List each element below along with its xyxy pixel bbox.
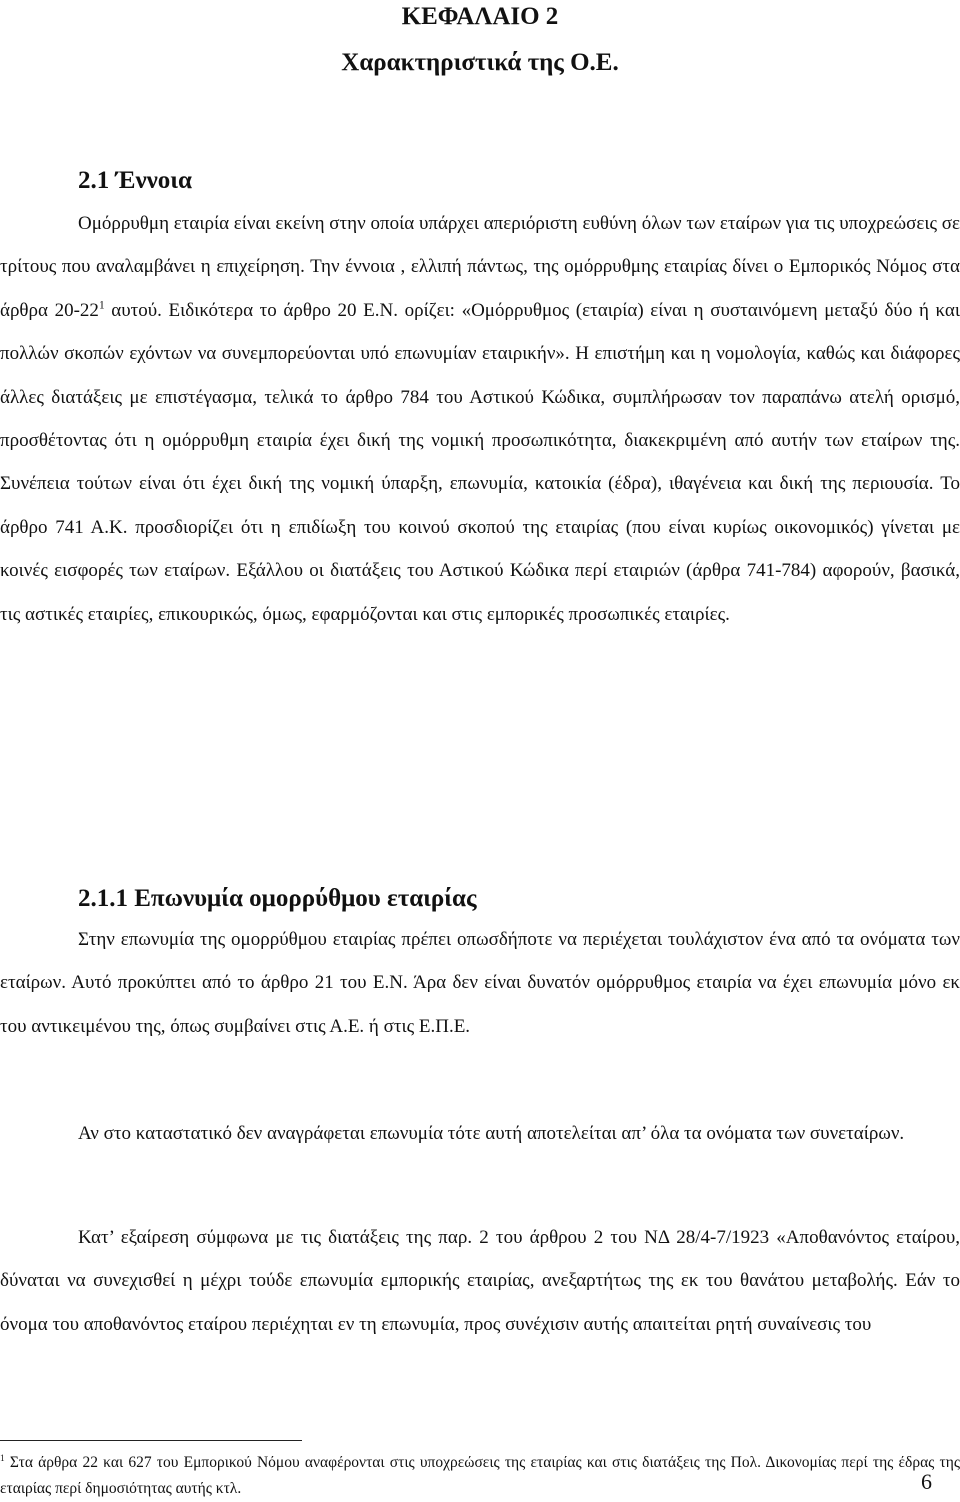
footnote-reference[interactable]: 1	[98, 299, 105, 312]
chapter-title: ΚΕΦΑΛΑΙΟ 2	[401, 3, 559, 30]
footnote-marker: 1	[0, 1453, 5, 1464]
section-heading-2-1: 2.1 Έννοια	[78, 167, 193, 194]
paragraph-definition	[0, 202, 960, 636]
footnote-divider	[0, 1440, 302, 1441]
footnote	[0, 1450, 960, 1502]
paragraph-exception: Κατ’ εξαίρεση σύμφωνα με τις διατάξεις της παρ. 2 του άρθρου 2 του ΝΔ 28/4-7/1923 «Αποθανόντος εταίρου, δύναται να συνεχισθεί η μέχρι τούδε επωνυμία εμπορικής εταιρίας, ανεξαρτήτως της εκ του θανάτου μεταβολής. Εάν το όνομα του αποθανόντος εταίρου περιέχηται εν τη επωνυμία, προς συνέχισιν αυτής απαιτείται ρητή συναίνεσις του	[0, 1227, 960, 1335]
paragraph-definition-part-1: Ομόρρυθμη εταιρία είναι εκείνη στην οποία υπάρχει απεριόριστη ευθύνη όλων των εταίρων για τις υποχρεώσεις σε τρίτους που αναλαμβάνει η επιχείρηση. Την έννοια , ελλιπή πάντως, της ομόρρυθμης εταιρίας δίνει ο Εμπορικός Νόμος στα άρθρα 20-22	[0, 213, 960, 321]
chapter-subtitle: Χαρακτηριστικά της Ο.Ε.	[341, 49, 619, 76]
page-number: 6	[921, 1469, 932, 1494]
paragraph-definition-part-2: αυτού. Ειδικότερα το άρθρο 20 Ε.Ν. ορίζει: «Ομόρρυθμος (εταιρία) είναι η συσταινόμενη μεταξύ δύο ή και πολλών σκοπών εχόντων να συνεμπορεύονται υπό επωνυμίαν εταιρικήν». Η επιστήμη και η νομολογία, καθώς και διάφορες άλλες διατάξεις με επιστέγασμα, τελικά το άρθρο 784 του Αστικού Κώδικα, συμπλήρωσαν τον παραπάνω ατελή ορισμό, προσθέτοντας ότι η ομόρρυθμη εταιρία έχει δική της νομική προσωπικότητα, διακεκριμένη από αυτήν των εταίρων της. Συνέπεια τούτων είναι ότι έχει δική της νομική ύπαρξη, επωνυμία, κατοικία (έδρα), ιθαγένεια και δική της περιουσία. Το άρθρο 741 Α.Κ. προσδιορίζει ότι η επιδίωξη του κοινού σκοπού της εταιρίας (που είναι κυρίως οικονομικός) γίνεται με κοινές εισφορές των εταίρων. Εξάλλου οι διατάξεις του Αστικού Κώδικα περί εταιριών (άρθρα 741-784) αφορούν, βασικά, τις αστικές εταιρίες, επικουρικώς, όμως, εφαρμόζονται και στις εμπορικές προσωπικές εταιρίες.	[0, 299, 960, 625]
paragraph-name-requirement: Στην επωνυμία της ομορρύθμου εταιρίας πρέπει οπωσδήποτε να περιέχεται τουλάχιστον ένα από τα ονόματα των εταίρων. Αυτό προκύπτει από το άρθρο 21 του Ε.Ν. Άρα δεν είναι δυνατόν ομόρρυθμος εταιρία να έχει επωνυμία μόνο εκ του αντικειμένου της, όπως συμβαίνει στις Α.Ε. ή στις Ε.Π.Ε.	[0, 929, 960, 1037]
section-heading-2-1-1: 2.1.1 Επωνυμία ομορρύθμου εταιρίας	[78, 885, 477, 912]
footnote-text: Στα άρθρα 22 και 627 του Εμπορικού Νόμου αναφέρονται στις υποχρεώσεις της εταιρίας και στις διατάξεις της Πολ. Δικονομίας περί της έδρας της εταιρίας περί δημοσιότητας αυτής κτλ.	[0, 1454, 960, 1497]
paragraph-default-name: Αν στο καταστατικό δεν αναγράφεται επωνυμία τότε αυτή αποτελείται απ’ όλα τα ονόματα των συνεταίρων.	[78, 1123, 905, 1144]
